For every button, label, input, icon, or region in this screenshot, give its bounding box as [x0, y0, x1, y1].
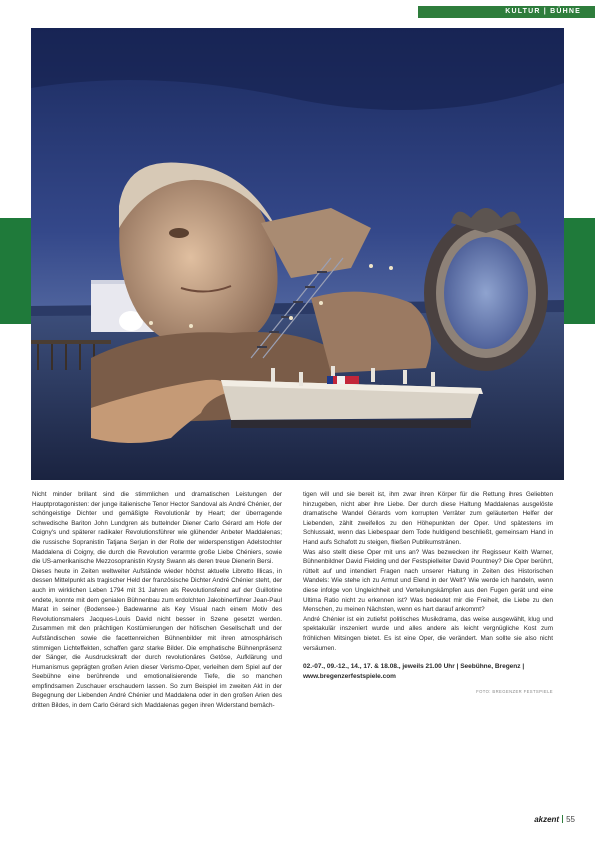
article-column-1: [32, 490, 282, 711]
page-number: 55: [566, 815, 575, 824]
article-paragraph: Dieses heute in Zeiten weltweiter Aufstände wieder höchst aktuelle Libretto Illicas, in dessen Mittelpunkt als tragischer Held der französische Dichter André Chénier steht, der auch im wirklichen Leben 1794 mit 31 Jahren als Revolutionsfeind auf der Guillotine endete, konnte mit dem genialen Bühnenbau zum erdolchten Jakobinerführer Jean-Paul Marat in seiner (Bodensee-) Badewanne als Key Visual nach einem Motiv des Revolutionsmalers Jacques-Louis David nicht besser in Szene gesetzt werden. Zusammen mit den prächtigen Kostümierungen der höfischen Gesellschaft und der Aufständischen sowie die facettenreichen Bühnenbilder mit ihren atmosphärisch stimmigen Lichteffekten, schaffen ganz starke Bilder. Die emphatische Bühnenpräsenz der Sänger, die Ausdruckskraft der durch revolutionäres Getöse, Aufklärung und Humanismus geprägten großen Arien dieser Verismo-Oper, verleihen dem Spiel auf der Seebühne eine berührende und emotionalisierende Tiefe, die so manchen empfindsamen Zuschauer erschaudern lassen. So zum Beispiel im zweiten Akt in der Begegnung der Liebenden André Chénier und Maddalena oder in den großen Arien des dritten Bildes, in dem Carlo Gérard sich Maddalenas gegen ihren Widerstand bemäch-: [32, 567, 282, 710]
article-paragraph: André Chénier ist ein zutiefst politisches Musikdrama, das weise ausgewählt, klug und spektakulär inszeniert wurde und alles andere als leicht vergnügliche Kost zum fröhlichen Mitsingen bietet. Es ist eine Oper, die verändert. Man sollte sie also nicht versäumen.: [303, 615, 553, 652]
article-paragraph: tigen will und sie bereit ist, ihm zwar ihren Körper für die Rettung ihres Geliebten hinzugeben, nicht aber ihre Liebe. Der durch diese Haltung Maddalenas ausgelöste dramatische Wandel Gérards vom korrupten Verräter zum geläuterten Helfer der Liebenden, zählt zweifellos zu den Höhepunkten der Oper. Und spätestens im Schlussakt, wenn das Liebespaar dem Tode huldigend beschließt, gemeinsam Hand in Hand aufs Schafott zu steigen, fließen Publikumstränen.: [303, 491, 553, 546]
left-green-band: [0, 218, 31, 324]
photo-credit: FOTO: BREGENZER FESTSPIELE: [476, 688, 553, 694]
opera-stage-photo: [31, 28, 564, 480]
page-footer: [534, 815, 575, 824]
right-green-band: [564, 218, 595, 324]
section-title: KULTUR | BÜHNE: [505, 8, 581, 15]
footer-divider: [562, 815, 563, 823]
article-paragraph: Nicht minder brillant sind die stimmlichen und dramatischen Leistungen der Hauptprotagonisten: der junge italienische Tenor Hector Sandoval als André Chénier, der schöngeistige Dichter und gemäßigte Revolutionär by Heart; der überragende schwedische Bariton John Lundgren als buttelnder Diener Carlo Gérard am Hofe der Coigny's und späterer radikaler Revolutionsführer wie glühender Anbeter Maddalenas; die russische Sopranistin Tatjana Serjan in der Rolle der widerspenstigen Adelstochter Maddalena di Coigny, die durch die Revolution verarmte große Liebe Chéniers, sowie die US-amerikanische Mezzosopranistin Krysty Swann als deren treue Dienerin Bersi.: [32, 491, 282, 566]
article-paragraph: Was also stellt diese Oper mit uns an? Was bezwecken ihr Regisseur Keith Warner, Bühnenbildner David Fielding und der Festspielleiter David Pountney? Die Oper berührt, rüttelt auf und intendiert Fragen nach unserer Haltung in Zeiten des Historischen Wandels: Wie stehe ich zu Armut und Elend in der Welt? Wie werde ich handeln, wenn diese infolge von Ungleichheit und Verteilungskämpfen aus den Fugen gerät und eine Ultima Ratio nicht zu erkennen ist? Was bedeutet mir die Freiheit, die Liebe zu den Menschen, zu meinen Nächsten, wenn es hart darauf ankommt?: [303, 548, 553, 614]
event-info: 02.-07., 09.-12., 14., 17. & 18.08., jeweils 21.00 Uhr | Seebühne, Bregenz | www.bregenzerfestspiele.com: [303, 663, 525, 680]
magazine-logo: akzent: [534, 815, 560, 824]
article-column-2: [303, 490, 553, 696]
